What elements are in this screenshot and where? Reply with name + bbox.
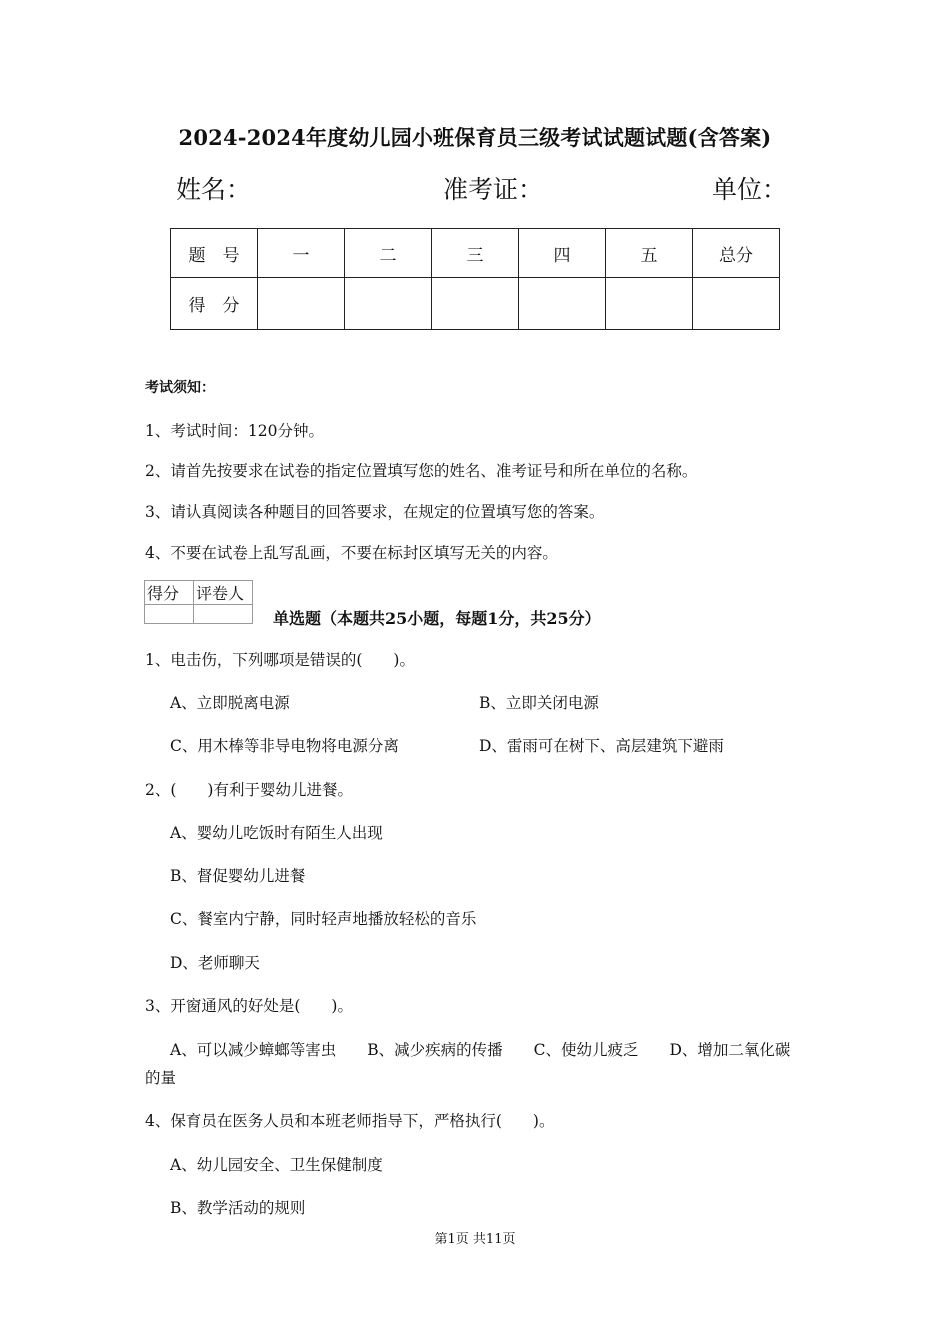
- notice-item: 3、请认真阅读各种题目的回答要求，在规定的位置填写您的答案。: [145, 503, 605, 521]
- score-cell[interactable]: [258, 278, 345, 330]
- score-cell[interactable]: [432, 278, 519, 330]
- score-table-header-cell: 二: [345, 229, 432, 278]
- score-row-label: 得 分: [171, 278, 258, 330]
- grader-score-cell[interactable]: [145, 605, 194, 624]
- score-table-header-row: [171, 229, 780, 278]
- score-table-header-cell: 五: [606, 229, 693, 278]
- question-stem: 1、电击伤，下列哪项是错误的( )。: [145, 651, 415, 669]
- grader-box: [144, 580, 253, 624]
- score-table-header-cell: 一: [258, 229, 345, 278]
- notice-item: 4、不要在试卷上乱写乱画，不要在标封区填写无关的内容。: [145, 544, 558, 562]
- section-title: 单选题（本题共25小题，每题1分，共25分）: [273, 609, 601, 628]
- question-stem: 3、开窗通风的好处是( )。: [145, 997, 353, 1015]
- exam-number-field-label: 准考证：: [443, 175, 544, 204]
- score-table-header-cell: 总分: [693, 229, 780, 278]
- score-cell[interactable]: [519, 278, 606, 330]
- notice-item: 2、请首先按要求在试卷的指定位置填写您的姓名、准考证号和所在单位的名称。: [145, 462, 698, 480]
- score-cell[interactable]: [345, 278, 432, 330]
- name-field-label: 姓名：: [176, 175, 252, 204]
- score-cell[interactable]: [693, 278, 780, 330]
- question-option: B、立即关闭电源: [479, 694, 599, 712]
- question-option: B、督促婴幼儿进餐: [170, 867, 306, 885]
- question-option: B、教学活动的规则: [170, 1199, 306, 1217]
- grader-name-cell[interactable]: [194, 605, 253, 624]
- question-option: D、雷雨可在树下、高层建筑下避雨: [479, 737, 724, 755]
- unit-field-label: 单位：: [712, 175, 788, 204]
- question-options-line: A、可以减少蟑螂等害虫 B、减少疾病的传播 C、使幼儿疲乏 D、增加二氧化碳: [170, 1041, 791, 1059]
- grader-score-label: 得分: [145, 581, 194, 605]
- notice-title: 考试须知：: [145, 380, 215, 396]
- notice-item: 1、考试时间：120分钟。: [145, 422, 324, 440]
- question-option: A、立即脱离电源: [170, 694, 290, 712]
- page-footer: 第1页 共11页: [434, 1232, 516, 1247]
- question-option: A、幼儿园安全、卫生保健制度: [170, 1156, 383, 1174]
- score-table-score-row: [171, 278, 780, 330]
- question-option: D、老师聊天: [170, 954, 260, 972]
- document-title: 2024-2024年度幼儿园小班保育员三级考试试题试题(含答案): [178, 125, 772, 150]
- question-option: C、餐室内宁静，同时轻声地播放轻松的音乐: [170, 910, 477, 928]
- score-table-header-cell: 四: [519, 229, 606, 278]
- score-cell[interactable]: [606, 278, 693, 330]
- score-table-header-cell: 三: [432, 229, 519, 278]
- question-stem: 2、( )有利于婴幼儿进餐。: [145, 781, 353, 799]
- question-option: A、婴幼儿吃饭时有陌生人出现: [170, 824, 383, 842]
- question-stem: 4、保育员在医务人员和本班老师指导下，严格执行( )。: [145, 1112, 555, 1130]
- score-table-header-cell: 题 号: [171, 229, 258, 278]
- question-options-line: 的量: [145, 1069, 177, 1087]
- grader-name-label: 评卷人: [194, 581, 253, 605]
- score-table: [170, 228, 780, 330]
- question-option: C、用木棒等非导电物将电源分离: [170, 737, 399, 755]
